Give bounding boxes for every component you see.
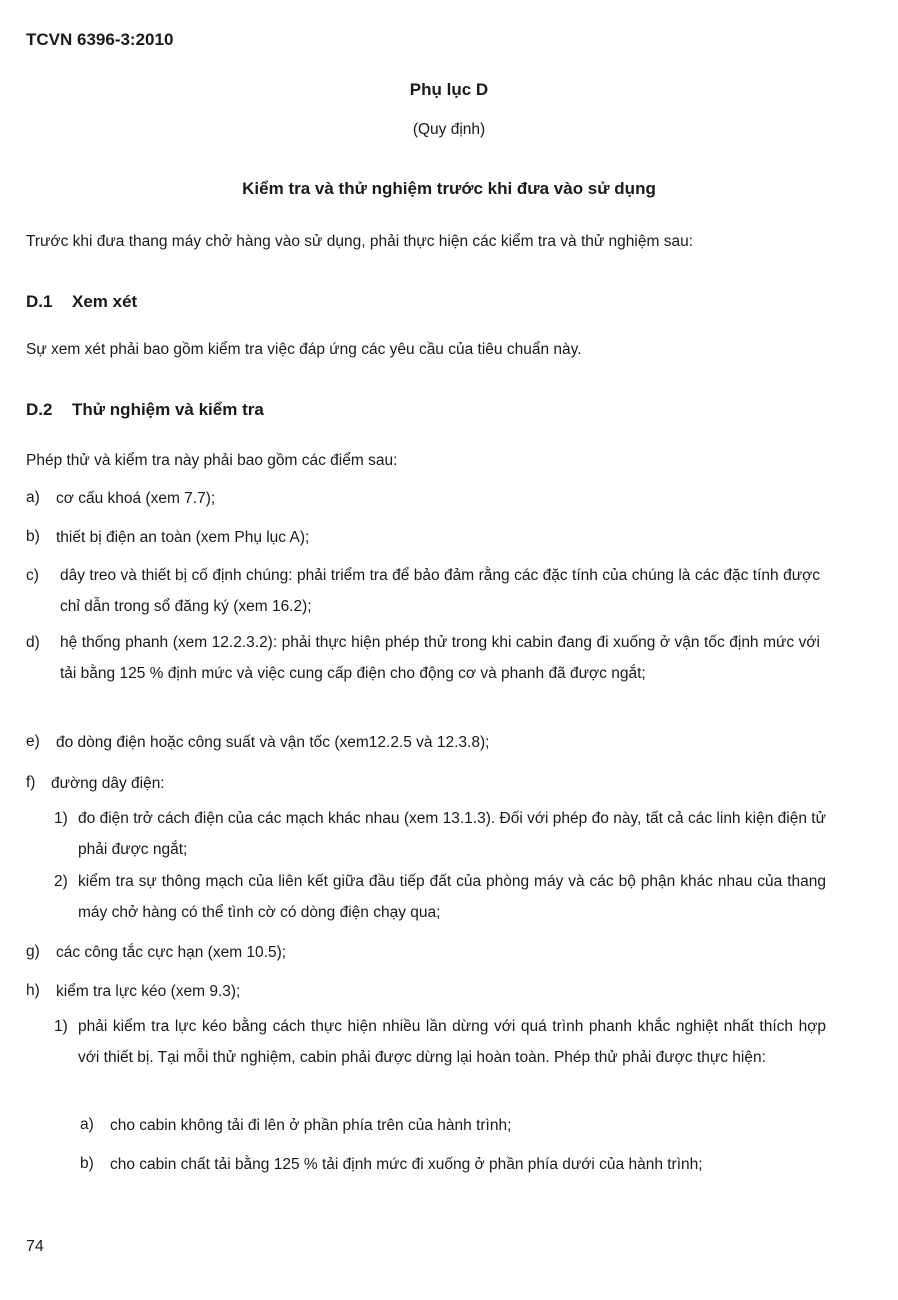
list-item-text: dây treo và thiết bị cố định chúng: phải triểm tra để bảo đảm rằng các đặc tính của chúng là các đặc tính được chỉ dẫn trong sổ đăng ký (xem 16.2); [60, 567, 820, 615]
sub-sub-item-text: cho cabin không tải đi lên ở phần phía trên của hành trình; [110, 1117, 512, 1134]
sub-sub-item-marker: b) [80, 1155, 94, 1172]
list-item-text: cơ cấu khoá (xem 7.7); [56, 490, 216, 507]
annex-title: Phụ lục D [409, 80, 489, 99]
standard-code: TCVN 6396-3:2010 [26, 30, 174, 49]
intro-paragraph: Trước khi đưa thang máy chở hàng vào sử dụng, phải thực hiện các kiểm tra và thử nghiệm sau: [26, 233, 693, 250]
list-item-marker: c) [26, 567, 39, 584]
list-item-marker: b) [26, 528, 40, 545]
sub-item-marker: 2) [54, 873, 68, 890]
section-title: Thử nghiệm và kiểm tra [72, 400, 264, 419]
list-item-text: đo dòng điện hoặc công suất và vận tốc (xem12.2.5 và 12.3.8); [56, 734, 490, 751]
annex-heading: Kiểm tra và thử nghiệm trước khi đưa vào sử dụng [242, 179, 656, 198]
annex-type: (Quy định) [412, 121, 486, 138]
section-number: D.1 [26, 292, 53, 311]
section-title: Xem xét [72, 292, 138, 311]
list-item-marker: d) [26, 634, 40, 651]
sub-sub-item-marker: a) [80, 1116, 94, 1133]
list-item-text: hệ thống phanh (xem 12.2.3.2): phải thực hiện phép thử trong khi cabin đang đi xuống ở vận tốc định mức với tải bằng 125 % định mức và việc cung cấp điện cho động cơ và phanh đã được ngắt; [60, 634, 820, 682]
list-item-text: các công tắc cực hạn (xem 10.5); [56, 944, 287, 961]
list-item-marker: f) [26, 774, 36, 791]
list-item-text: kiểm tra lực kéo (xem 9.3); [56, 983, 241, 1000]
section-body: Phép thử và kiểm tra này phải bao gồm các điểm sau: [26, 452, 398, 469]
page-number: 74 [26, 1238, 44, 1255]
sub-item-marker: 1) [54, 810, 68, 827]
sub-item-text: phải kiểm tra lực kéo bằng cách thực hiện nhiều lần dừng với quá trình phanh khắc nghiệt nhất thích hợp với thiết bị. Tại mỗi thử nghiệm, cabin phải được dừng lại hoàn toàn. Phép thử phải được thực hiện: [78, 1018, 826, 1066]
list-item-marker: h) [26, 982, 40, 999]
list-item-marker: g) [26, 943, 40, 960]
list-item-marker: a) [26, 489, 40, 506]
list-item-text: đường dây điện: [51, 775, 165, 792]
list-item-text: thiết bị điện an toàn (xem Phụ lục A); [56, 529, 310, 546]
section-body: Sự xem xét phải bao gồm kiểm tra việc đáp ứng các yêu cầu của tiêu chuẩn này. [26, 341, 582, 358]
sub-item-marker: 1) [54, 1018, 68, 1035]
list-item-marker: e) [26, 733, 40, 750]
section-number: D.2 [26, 400, 53, 419]
sub-item-text: kiểm tra sự thông mạch của liên kết giữa đầu tiếp đất của phòng máy và các bộ phận khác nhau của thang máy chở hàng có thể tình cờ có dòng điện chạy qua; [78, 873, 826, 921]
sub-item-text: đo điện trở cách điện của các mạch khác nhau (xem 13.1.3). Đối với phép đo này, tất cả các linh kiện điện tử phải được ngắt; [78, 810, 826, 858]
sub-sub-item-text: cho cabin chất tải bằng 125 % tải định mức đi xuống ở phần phía dưới của hành trình; [110, 1156, 703, 1173]
